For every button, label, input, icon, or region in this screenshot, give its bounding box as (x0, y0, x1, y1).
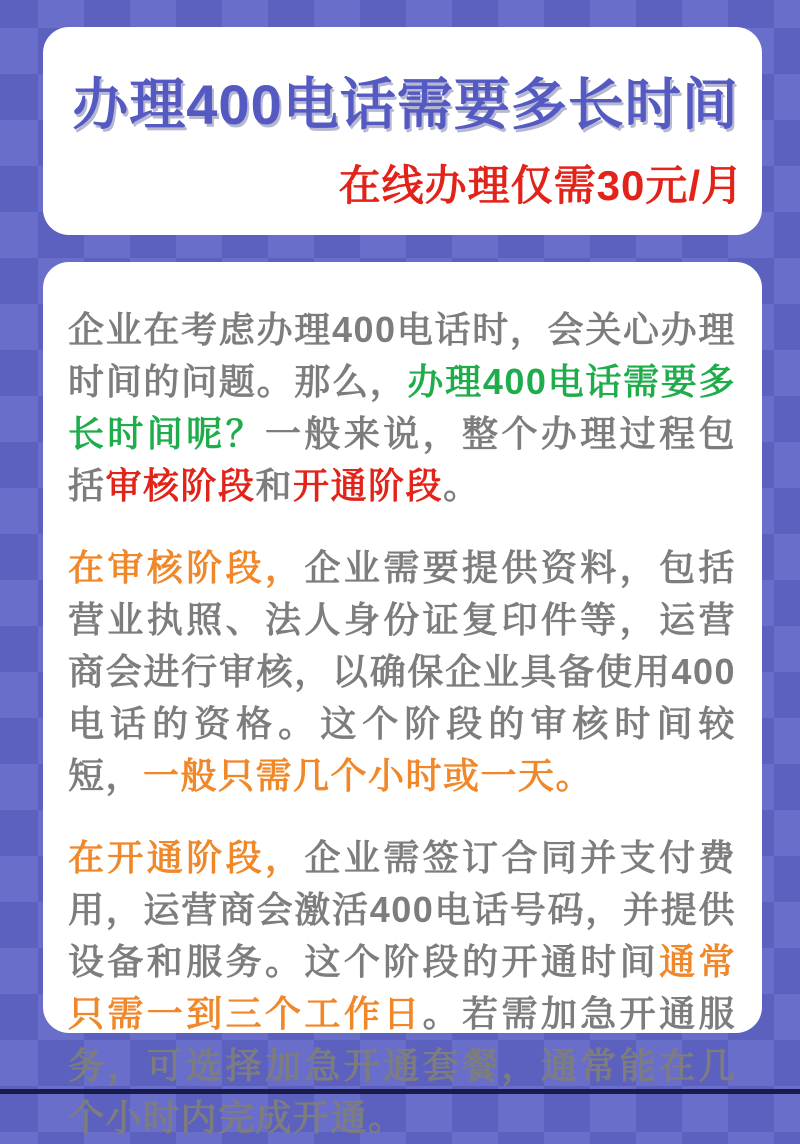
text-segment-highlight-orange: 在开通阶段， (68, 837, 305, 878)
paragraph-intro (68, 304, 736, 512)
paragraph-review-stage (68, 542, 736, 802)
text-segment: 。若需加急开通服务，可选择加急开通套餐，通常能在几个小时内完成开通。 (68, 993, 736, 1138)
article-card (43, 262, 762, 1138)
bottom-border-strip (0, 1089, 800, 1094)
text-segment: 企业需签订合同并支付费用，运营商会激活400电话号码，并提供设备和服务。这个阶段的开通时间 (68, 837, 736, 982)
text-segment: 企业需要提供资料，包括营业执照、法人身份证复印件等，运营商会进行审核，以确保企业具备使用400电话的资格。这个阶段的审核时间较短， (68, 547, 736, 796)
price-subtitle: 在线办理仅需30元/月 (338, 162, 744, 210)
text-segment-highlight-orange: 一般只需几个小时或一天。 (143, 755, 594, 796)
text-segment: 。 (443, 465, 481, 506)
text-segment-highlight-red: 审核阶段 (105, 465, 256, 506)
header-card (43, 27, 762, 235)
text-segment: 一般来说，整个办理过程包括 (68, 413, 736, 506)
promo-poster (0, 27, 800, 1138)
text-segment: 企业在考虑办理400电话时，会关心办理时间的问题。那么， (68, 309, 736, 402)
page-title: 办理400电话需要多长时间 (72, 73, 739, 136)
paragraph-activation-stage (68, 832, 736, 1144)
text-segment-highlight-orange: 在审核阶段， (68, 547, 305, 588)
text-segment-highlight-red: 开通阶段 (293, 465, 444, 506)
text-segment: 和 (255, 465, 294, 506)
text-segment-highlight-orange: 通常只需一到三个工作日 (68, 941, 736, 1034)
text-segment-highlight-green: 办理400电话需要多长时间呢？ (68, 361, 736, 454)
